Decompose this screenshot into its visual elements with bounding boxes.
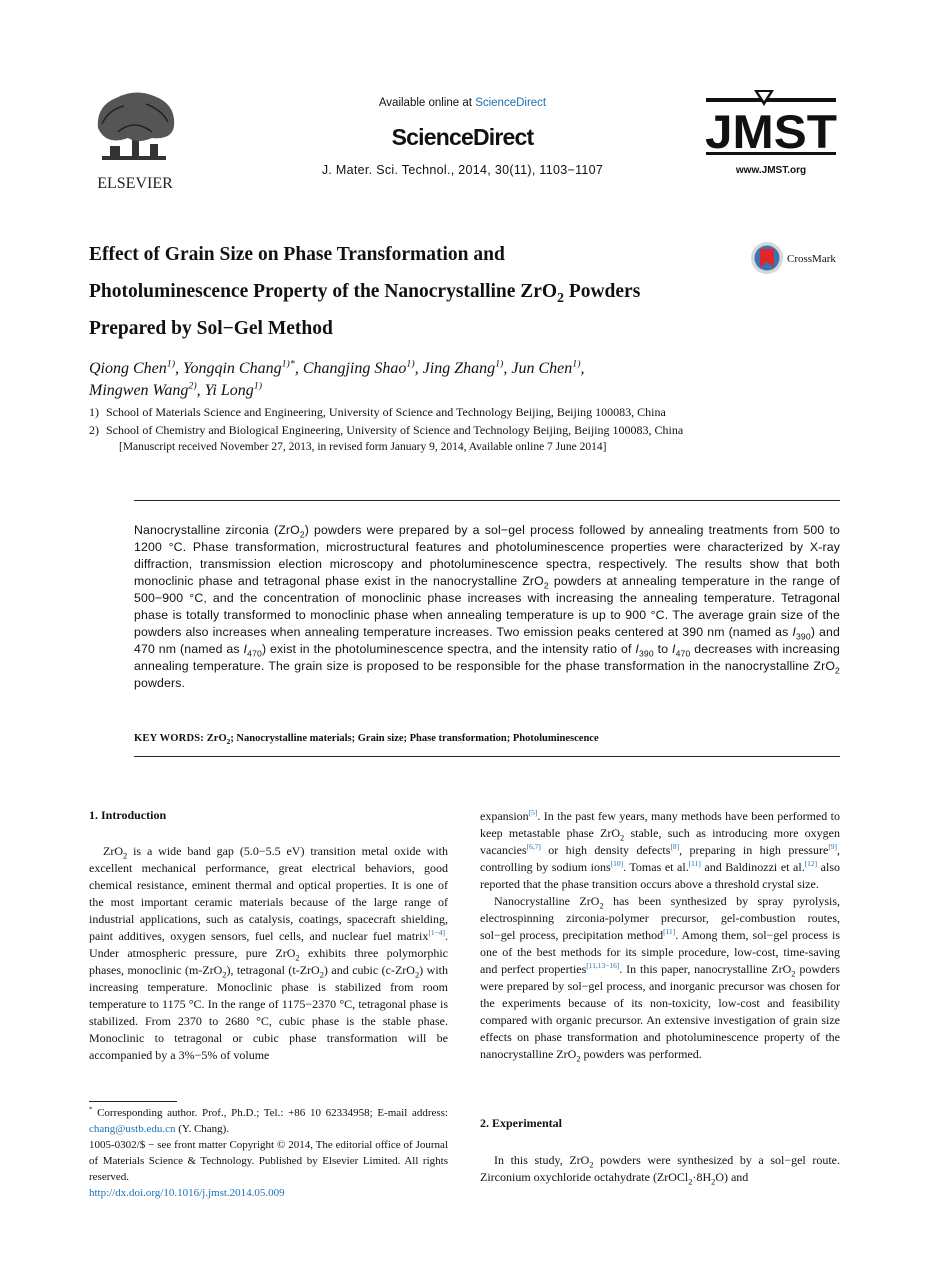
section-heading-experimental: 2. Experimental	[480, 1116, 562, 1130]
author: Yongqin Chang	[183, 360, 282, 377]
journal-citation: J. Mater. Sci. Technol., 2014, 30(11), 1103−1107	[321, 163, 604, 177]
jmst-logo	[700, 88, 842, 180]
citation-link[interactable]: [12]	[804, 859, 818, 868]
author: Qiong Chen	[89, 360, 167, 377]
author: Mingwen Wang	[89, 382, 189, 399]
citation-link[interactable]: [1−4]	[428, 928, 445, 937]
citation-link[interactable]: [11]	[663, 927, 676, 936]
footnote-rule	[89, 1101, 177, 1102]
left-column-body: ZrO$_2$ is a wide band gap (5.0−5.5 eV) transition metal oxide with excellent mechanical performance, great electrical behaviors, good chemical resistance, eminent thermal and optical properties. It is one of the most important ceramic materials because of the large range of industrial applications, such as catalysis, coatings, spacecraft shielding, paint additives, oxygen sensors, fuel cells, and nuclear fuel matrix[1−4]. Under atmospheric pressure, pure ZrO$_2$ exhibits three polymorphic phases, monoclinic (m-ZrO$_2$), tetragonal (t-ZrO$_2$) and cubic (c-ZrO$_2$) with increasing temperature. Monoclinic phase is stabilized from room temperature to 1175 °C. In the range of 1175−2370 °C, tetragonal phase is stabilized. From 2370 to 2680 °C, cubic phase is the stable phase. Monoclinic to tetragonal or cubic phase transformation will be accompanied by a 3%−5% of volume	[89, 844, 448, 1062]
affiliation: 2) School of Chemistry and Biological Engineering, University of Science and Technology Beijing, Beijing 100083, China	[89, 423, 684, 437]
author: Jing Zhang	[422, 360, 496, 377]
citation-link[interactable]: [6,7]	[526, 842, 541, 851]
sciencedirect-wordmark: ScienceDirect	[391, 124, 534, 150]
abstract: Nanocrystalline zirconia (ZrO$_2$) powders were prepared by a sol−gel process followed by annealing treatments from 500 to 1200 °C. Phase transformation, microstructural features and photoluminescence properties were characterized by X-ray diffraction, transmission election microscopy and photoluminescence spectra, respectively. The results show that both monoclinic phase and tetragonal phase exist in the nanocrystalline ZrO$_2$ powders at annealing temperature in the range of 500−900 °C, and the concentration of monoclinic phase increases with increasing the annealing temperature. Tetragonal phase is totally transformed to monoclinic phase when annealing temperature is up to 900 °C. The average grain size of the powders also increases when annealing temperature increases. Two emission peaks centered at 390 nm (named as $I_{390}$) and 470 nm (named as $I_{470}$) exist in the photoluminescence spectra, and the intensity ratio of $I_{390}$ to $I_{470}$ decreases with increasing annealing temperature. The grain size is proposed to be responsible for the phase transformation in the nanocrystalline ZrO$_2$ powders.	[134, 523, 841, 690]
affiliation: 1) School of Materials Science and Engineering, University of Science and Technology Beijing, Beijing 100083, China	[89, 405, 666, 419]
doi-link[interactable]: http://dx.doi.org/10.1016/j.jmst.2014.05.009	[89, 1187, 285, 1199]
author: Jun Chen	[511, 360, 573, 377]
citation-link[interactable]: [8]	[670, 842, 680, 851]
email-link[interactable]: chang@ustb.edu.cn	[89, 1123, 176, 1135]
jmst-url: www.JMST.org	[735, 165, 807, 176]
jmst-wordmark: JMST	[705, 105, 838, 158]
citation-link[interactable]: [9]	[828, 842, 837, 851]
citation-link[interactable]: [11,13−16]	[586, 961, 620, 970]
manuscript-dates: [Manuscript received November 27, 2013, in revised form January 9, 2014, Available online 7 June 2014]	[119, 441, 607, 453]
author-list: Qiong Chen$^{1)}$, Yongqin Chang$^{1)*}$, Changjing Shao$^{1)}$, Jing Zhang$^{1)}$, Jun Chen$^{1)}$, Mingwen Wang$^{2)}$, Yi Long$^{1)}$	[89, 358, 585, 399]
author: Yi Long	[204, 382, 254, 399]
citation-link[interactable]: [10]	[610, 859, 624, 868]
keywords: KEY WORDS: ZrO$_2$; Nanocrystalline materials; Grain size; Phase transformation; Photoluminescence	[134, 733, 599, 747]
footnotes: * Corresponding author. Prof., Ph.D.; Tel.: +86 10 62334958; E-mail address: chang@ustb.edu.cn (Y. Chang). 1005-0302/$ − see front matter Copyright © 2014, The editorial office of Journal of Materials Science & Technology. Published by Elsevier Limited. All rights reserved. http://dx.doi.org/10.1016/j.jmst.2014.05.009	[89, 1106, 448, 1199]
abstract-bottom-rule	[134, 756, 840, 757]
section-heading-introduction: 1. Introduction	[89, 808, 167, 822]
elsevier-wordmark: ELSEVIER	[97, 175, 173, 192]
author: Changjing Shao	[302, 360, 407, 377]
citation-link[interactable]: [5]	[528, 808, 538, 817]
citation-link[interactable]: [11]	[688, 859, 701, 868]
experimental-body: In this study, ZrO$_2$ powders were synthesized by a sol−gel route. Zirconium oxychloride octahydrate $(ZrOCl_2\cdot 8H_2O)$ and	[480, 1153, 841, 1187]
abstract-top-rule	[134, 500, 840, 501]
crossmark-label[interactable]: CrossMark	[787, 253, 836, 265]
available-online-line: Available online at ScienceDirect	[378, 97, 547, 109]
article-title: Effect of Grain Size on Phase Transformation and Photoluminescence Property of the Nanocrystalline ZrO$_2$ Powders Prepared by Sol−Gel Method	[89, 244, 641, 339]
right-column-body: expansion[5]. In the past few years, many methods have been performed to keep metastable phase ZrO$_2$ stable, such as introducing more oxygen vacancies[6,7] or high density defects[8], preparing in high pressure[9], controlling by sodium ions[10]. Tomas et al.[11] and Baldinozzi et al.[12] also reported that the phase transition occurs above a threshold crystal size. Nanocrystalline ZrO$_2$ has been synthesized by spray pyrolysis, electrospinning zirconia-polymer precursor, gel-combustion routes, sol−gel process, precipitation method[11]. Among them, sol−gel process is one of the best methods for its simple procedure, low-cost, time-saving and perfect properties[11,13−16]. In this paper, nanocrystalline ZrO$_2$ powders were prepared by sol−gel process, and inorganic precursor was chosen for the experiments because of its non-toxicity, low-cost and feasibility compared with organic precursor. An extensive investigation of grain size effects on phase transformation and photoluminescence property of the nanocrystalline ZrO$_2$ powders was performed.	[480, 808, 841, 1064]
sciencedirect-link[interactable]: ScienceDirect	[475, 97, 547, 109]
